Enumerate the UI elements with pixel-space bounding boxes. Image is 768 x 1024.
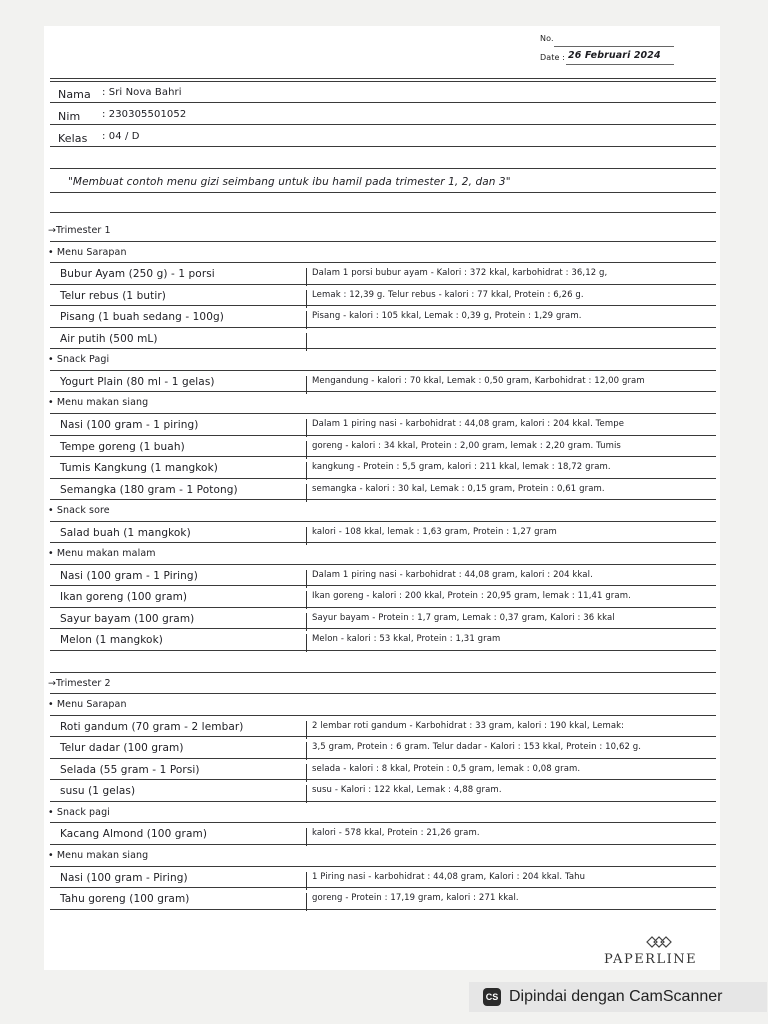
ruled-line <box>50 822 716 823</box>
food-item: Melon (1 mangkok) <box>60 634 163 646</box>
nutrition-note: Melon - kalori : 53 kkal, Protein : 1,31 gram <box>312 634 501 644</box>
nutrition-note: Dalam 1 piring nasi - karbohidrat : 44,08 gram, kalori : 204 kkal. <box>312 570 593 580</box>
meal-heading: • Menu makan siang <box>48 397 149 408</box>
camscanner-text: Dipindai dengan CamScanner <box>509 988 723 1005</box>
trimester-heading: →Trimester 2 <box>48 678 111 689</box>
document-title: "Membuat contoh menu gizi seimbang untuk ibu hamil pada trimester 1, 2, dan 3" <box>68 176 511 188</box>
ruled-line <box>50 146 716 147</box>
nutrition-note: Ikan goreng - kalori : 200 kkal, Protein : 20,95 gram, lemak : 11,41 gram. <box>312 591 631 601</box>
column-divider <box>306 311 307 329</box>
column-divider <box>306 268 307 286</box>
meal-heading: • Snack Pagi <box>48 354 110 365</box>
ruled-line <box>50 327 716 328</box>
identity-value: : Sri Nova Bahri <box>102 87 182 98</box>
food-item: Kacang Almond (100 gram) <box>60 828 208 840</box>
identity-label: Nama <box>58 88 91 101</box>
food-item: Tumis Kangkung (1 mangkok) <box>60 462 218 474</box>
ruled-line <box>50 779 716 780</box>
column-divider <box>306 721 307 739</box>
column-divider <box>306 462 307 480</box>
nutrition-note: Pisang - kalori : 105 kkal, Lemak : 0,39 g, Protein : 1,29 gram. <box>312 311 582 321</box>
food-item: Sayur bayam (100 gram) <box>60 613 195 625</box>
food-item: Tempe goreng (1 buah) <box>60 441 185 453</box>
ruled-line <box>50 628 716 629</box>
nutrition-note: 3,5 gram, Protein : 6 gram. Telur dadar - Kalori : 153 kkal, Protein : 10,62 g. <box>312 742 642 752</box>
ruled-line <box>50 370 716 371</box>
food-item: Nasi (100 gram - 1 Piring) <box>60 570 198 582</box>
food-item: Semangka (180 gram - 1 Potong) <box>60 484 238 496</box>
ruled-line <box>50 542 716 543</box>
ruled-line <box>50 262 716 263</box>
ruled-line <box>50 521 716 522</box>
ruled-line <box>50 909 716 910</box>
column-divider <box>306 376 307 394</box>
no-line <box>554 46 674 47</box>
nutrition-note: Mengandung - kalori : 70 kkal, Lemak : 0,50 gram, Karbohidrat : 12,00 gram <box>312 376 645 386</box>
food-item: Nasi (100 gram - Piring) <box>60 872 188 884</box>
nutrition-note: selada - kalori : 8 kkal, Protein : 0,5 gram, lemak : 0,08 gram. <box>312 764 581 774</box>
no-label: No. <box>540 34 554 43</box>
meal-heading: • Snack pagi <box>48 807 110 818</box>
ruled-line <box>50 736 716 737</box>
food-item: Yogurt Plain (80 ml - 1 gelas) <box>60 376 215 388</box>
ruled-line <box>50 456 716 457</box>
camscanner-icon: CS <box>483 988 501 1006</box>
column-divider <box>306 764 307 782</box>
column-divider <box>306 527 307 545</box>
food-item: Bubur Ayam (250 g) - 1 porsi <box>60 268 215 280</box>
ruled-line <box>50 866 716 867</box>
ruled-line <box>50 478 716 479</box>
ruled-line <box>50 241 716 242</box>
ruled-line <box>50 693 716 694</box>
nutrition-note: Lemak : 12,39 g. Telur rebus - kalori : 77 kkal, Protein : 6,26 g. <box>312 290 584 300</box>
column-divider <box>306 290 307 308</box>
ruled-line <box>50 715 716 716</box>
brand-name: PAPERLINE <box>604 952 698 967</box>
notebook-page <box>44 26 720 970</box>
column-divider <box>306 570 307 588</box>
column-divider <box>306 742 307 760</box>
meal-heading: • Snack sore <box>48 505 110 516</box>
nutrition-note: 1 Piring nasi - karbohidrat : 44,08 gram, Kalori : 204 kkal. Tahu <box>312 872 586 882</box>
meal-heading: • Menu Sarapan <box>48 247 127 258</box>
ruled-line <box>50 585 716 586</box>
column-divider <box>306 893 307 911</box>
date-line <box>566 64 674 65</box>
meal-heading: • Menu Sarapan <box>48 699 127 710</box>
column-divider <box>306 591 307 609</box>
ruled-line <box>50 801 716 802</box>
nutrition-note: kalori - 578 kkal, Protein : 21,26 gram. <box>312 828 480 838</box>
nutrition-note: Sayur bayam - Protein : 1,7 gram, Lemak : 0,37 gram, Kalori : 36 kkal <box>312 613 615 623</box>
nutrition-note: kangkung - Protein : 5,5 gram, kalori : 211 kkal, lemak : 18,72 gram. <box>312 462 611 472</box>
nutrition-note: Dalam 1 porsi bubur ayam - Kalori : 372 kkal, karbohidrat : 36,12 g, <box>312 268 608 278</box>
ruled-line <box>50 499 716 500</box>
column-divider <box>306 441 307 459</box>
ruled-line <box>50 102 716 103</box>
ruled-line <box>50 435 716 436</box>
nutrition-note: 2 lembar roti gandum - Karbohidrat : 33 gram, kalori : 190 kkal, Lemak: <box>312 721 625 731</box>
identity-value: : 04 / D <box>102 131 140 142</box>
nutrition-note: Dalam 1 piring nasi - karbohidrat : 44,08 gram, kalori : 204 kkal. Tempe <box>312 419 625 429</box>
nutrition-note: susu - Kalori : 122 kkal, Lemak : 4,88 gram. <box>312 785 502 795</box>
food-item: Telur rebus (1 butir) <box>60 290 166 302</box>
identity-label: Nim <box>58 110 81 123</box>
ruled-line <box>50 607 716 608</box>
date-value: 26 Februari 2024 <box>568 50 661 61</box>
food-item: Selada (55 gram - 1 Porsi) <box>60 764 200 776</box>
ruled-line <box>50 758 716 759</box>
nutrition-note: goreng - kalori : 34 kkal, Protein : 2,00 gram, lemak : 2,20 gram. Tumis <box>312 441 621 451</box>
ruled-line <box>50 305 716 306</box>
meal-heading: • Menu makan siang <box>48 850 149 861</box>
column-divider <box>306 828 307 846</box>
ruled-line <box>50 192 716 193</box>
ruled-line <box>50 348 716 349</box>
food-item: Roti gandum (70 gram - 2 lembar) <box>60 721 244 733</box>
date-label: Date : <box>540 53 565 62</box>
ruled-line <box>50 212 716 213</box>
ruled-line <box>50 284 716 285</box>
column-divider <box>306 484 307 502</box>
trimester-heading: →Trimester 1 <box>48 225 111 236</box>
camscanner-watermark <box>469 982 767 1012</box>
column-divider <box>306 785 307 803</box>
ruled-line <box>50 391 716 392</box>
food-item: Air putih (500 mL) <box>60 333 158 345</box>
ruled-line <box>50 844 716 845</box>
ruled-line <box>50 887 716 888</box>
food-item: Pisang (1 buah sedang - 100g) <box>60 311 224 323</box>
food-item: Nasi (100 gram - 1 piring) <box>60 419 199 431</box>
food-item: Tahu goreng (100 gram) <box>60 893 190 905</box>
ruled-line <box>50 672 716 673</box>
food-item: susu (1 gelas) <box>60 785 136 797</box>
ruled-line <box>50 168 716 169</box>
ruled-line <box>50 413 716 414</box>
ruled-line <box>50 564 716 565</box>
column-divider <box>306 419 307 437</box>
ruled-line <box>50 124 716 125</box>
column-divider <box>306 613 307 631</box>
meal-heading: • Menu makan malam <box>48 548 156 559</box>
food-item: Salad buah (1 mangkok) <box>60 527 191 539</box>
identity-label: Kelas <box>58 132 88 145</box>
column-divider <box>306 872 307 890</box>
ruled-line <box>50 78 716 79</box>
ruled-line <box>50 650 716 651</box>
nutrition-note: kalori - 108 kkal, lemak : 1,63 gram, Protein : 1,27 gram <box>312 527 557 537</box>
nutrition-note: semangka - kalori : 30 kal, Lemak : 0,15 gram, Protein : 0,61 gram. <box>312 484 605 494</box>
column-divider <box>306 634 307 652</box>
column-divider <box>306 333 307 351</box>
paperline-logo-icon <box>646 936 672 948</box>
nutrition-note: goreng - Protein : 17,19 gram, kalori : 271 kkal. <box>312 893 519 903</box>
identity-value: : 230305501052 <box>102 109 187 120</box>
ruled-line <box>50 81 716 82</box>
food-item: Telur dadar (100 gram) <box>60 742 184 754</box>
food-item: Ikan goreng (100 gram) <box>60 591 188 603</box>
